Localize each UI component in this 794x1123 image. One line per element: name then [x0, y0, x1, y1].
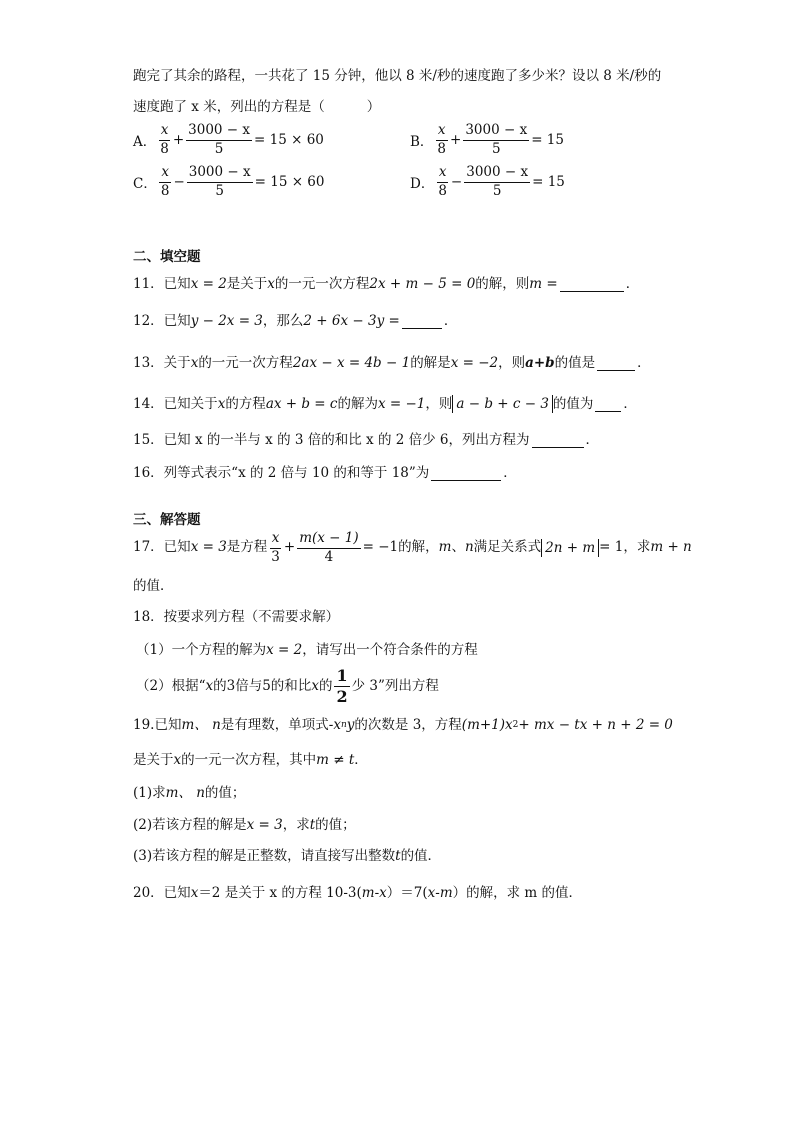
- fraction: $\frac{x}{8}$: [438, 164, 447, 199]
- equation-rhs: = 15: [531, 132, 564, 148]
- fraction: $\frac{x}{3}$: [271, 530, 280, 565]
- question-18-part1: （1）一个方程的解为 x = 2 ，请写出一个符合条件的方程: [136, 642, 478, 658]
- question-17-line2: 的值．: [133, 578, 174, 594]
- equation-rhs: = 15 × 60: [254, 174, 325, 190]
- q10-option-c[interactable]: [133, 166, 324, 198]
- question-11: 11．已知 x = 2 是关于 x 的一元一次方程 2x + m − 5 = 0 的解，则 m = ．: [133, 276, 640, 292]
- q10-text-line2: [133, 97, 380, 117]
- equation-rhs: = 15 × 60: [254, 132, 324, 148]
- question-15: 15．已知 x 的一半与 x 的 3 倍的和比 x 的 2 倍少 6，列出方程为 ．: [133, 432, 599, 448]
- option-label: D．: [410, 176, 435, 192]
- option-label: A．: [133, 134, 157, 150]
- operator: −: [450, 174, 463, 190]
- question-12: 12．已知 y − 2x = 3 ，那么 2 + 6x − 3y = ．: [133, 313, 458, 329]
- q10-option-a[interactable]: [133, 124, 324, 156]
- operator: −: [173, 174, 185, 190]
- question-14: 14．已知关于 x 的方程 ax + b = c 的解为 x = −1 ，则 a − b + c − 3 的值为 ．: [133, 396, 637, 412]
- answer-blank-q15[interactable]: [532, 433, 584, 448]
- question-13: 13．关于 x 的一元一次方程 2ax − x = 4b − 1 的解是 x = −2 ，则 a+b 的值是 ．: [133, 355, 651, 371]
- fraction: $\frac{m(x - 1)}{4}$: [299, 530, 359, 565]
- fraction: $\frac{3000 - x}{5}$: [465, 122, 528, 157]
- fraction: $\frac{3000 - x}{5}$: [466, 164, 529, 199]
- q10-line2-text: 速度跑了 x 米，列出的方程是（: [133, 99, 325, 115]
- fraction: $\frac{3000 - x}{5}$: [188, 122, 251, 157]
- q10-option-d[interactable]: [410, 166, 565, 198]
- section-heading-solve: 三、解答题: [133, 512, 201, 528]
- option-label: C．: [133, 176, 157, 192]
- answer-blank-q13[interactable]: [597, 356, 635, 371]
- fraction: $\frac{3000 - x}{5}$: [188, 164, 251, 199]
- absolute-value: a − b + c − 3: [452, 395, 553, 413]
- fraction: $\frac{x}{8}$: [437, 122, 447, 157]
- q10-option-b[interactable]: [410, 124, 564, 156]
- fraction: $\frac{x}{8}$: [160, 164, 170, 199]
- question-19-part1: (1)求 m、 n 的值；: [133, 785, 246, 801]
- q10-line2-close: ）: [366, 99, 381, 115]
- answer-blank-q16[interactable]: [431, 466, 501, 481]
- question-18: 18．按要求列方程（不需要求解）: [133, 609, 340, 625]
- question-19-part3: (3)若该方程的解是正整数，请直接写出整数 t 的值．: [133, 848, 442, 864]
- answer-blank-q11[interactable]: [560, 277, 624, 292]
- operator: +: [172, 132, 185, 148]
- question-18-part2: （2）根据“ x 的3倍与5的和比 x 的 $\frac{1}{2}$ 少 3”列出方程: [136, 666, 439, 706]
- question-16: 16．列等式表示“x 的 2 倍与 10 的和等于 18”为 ．: [133, 465, 517, 481]
- question-17: 17．已知 x = 3 是方程 $\frac{x}{3}$ + $\frac{m(x - 1)}{4}$ = −1 的解， m 、 n 满足关系式 2n + m = 1 ，求 m + n: [133, 530, 692, 565]
- answer-blank-q14[interactable]: [595, 397, 621, 412]
- question-19: 19.已知 m、 n 是有理数，单项式 -x n y 的次数是 3，方程 (m+1)x 2 + mx − tx + n + 2 = 0: [133, 717, 673, 733]
- section-heading-fill-in: 二、填空题: [133, 249, 201, 265]
- q10-text-line1: 跑完了其余的路程，一共花了 15 分钟，他以 8 米/秒的速度跑了多少米？设以 8 米/秒的: [133, 68, 662, 84]
- answer-blank-q12[interactable]: [402, 314, 442, 329]
- operator: +: [450, 132, 462, 148]
- absolute-value: 2n + m: [541, 539, 599, 557]
- fraction: $\frac{x}{8}$: [160, 122, 169, 157]
- question-19-part2: (2)若该方程的解是 x = 3 ，求 t 的值；: [133, 817, 356, 833]
- question-20: 20．已知 x ＝2 是关于 x 的方程 10-3( m - x ）＝7( x - m ）的解，求 m 的值．: [133, 885, 583, 901]
- option-label: B．: [410, 134, 434, 150]
- equation-rhs: = 15: [532, 174, 565, 190]
- question-19-line2: 是关于 x 的一元一次方程，其中 m ≠ t ．: [133, 752, 368, 768]
- fraction: $\frac{1}{2}$: [336, 666, 348, 706]
